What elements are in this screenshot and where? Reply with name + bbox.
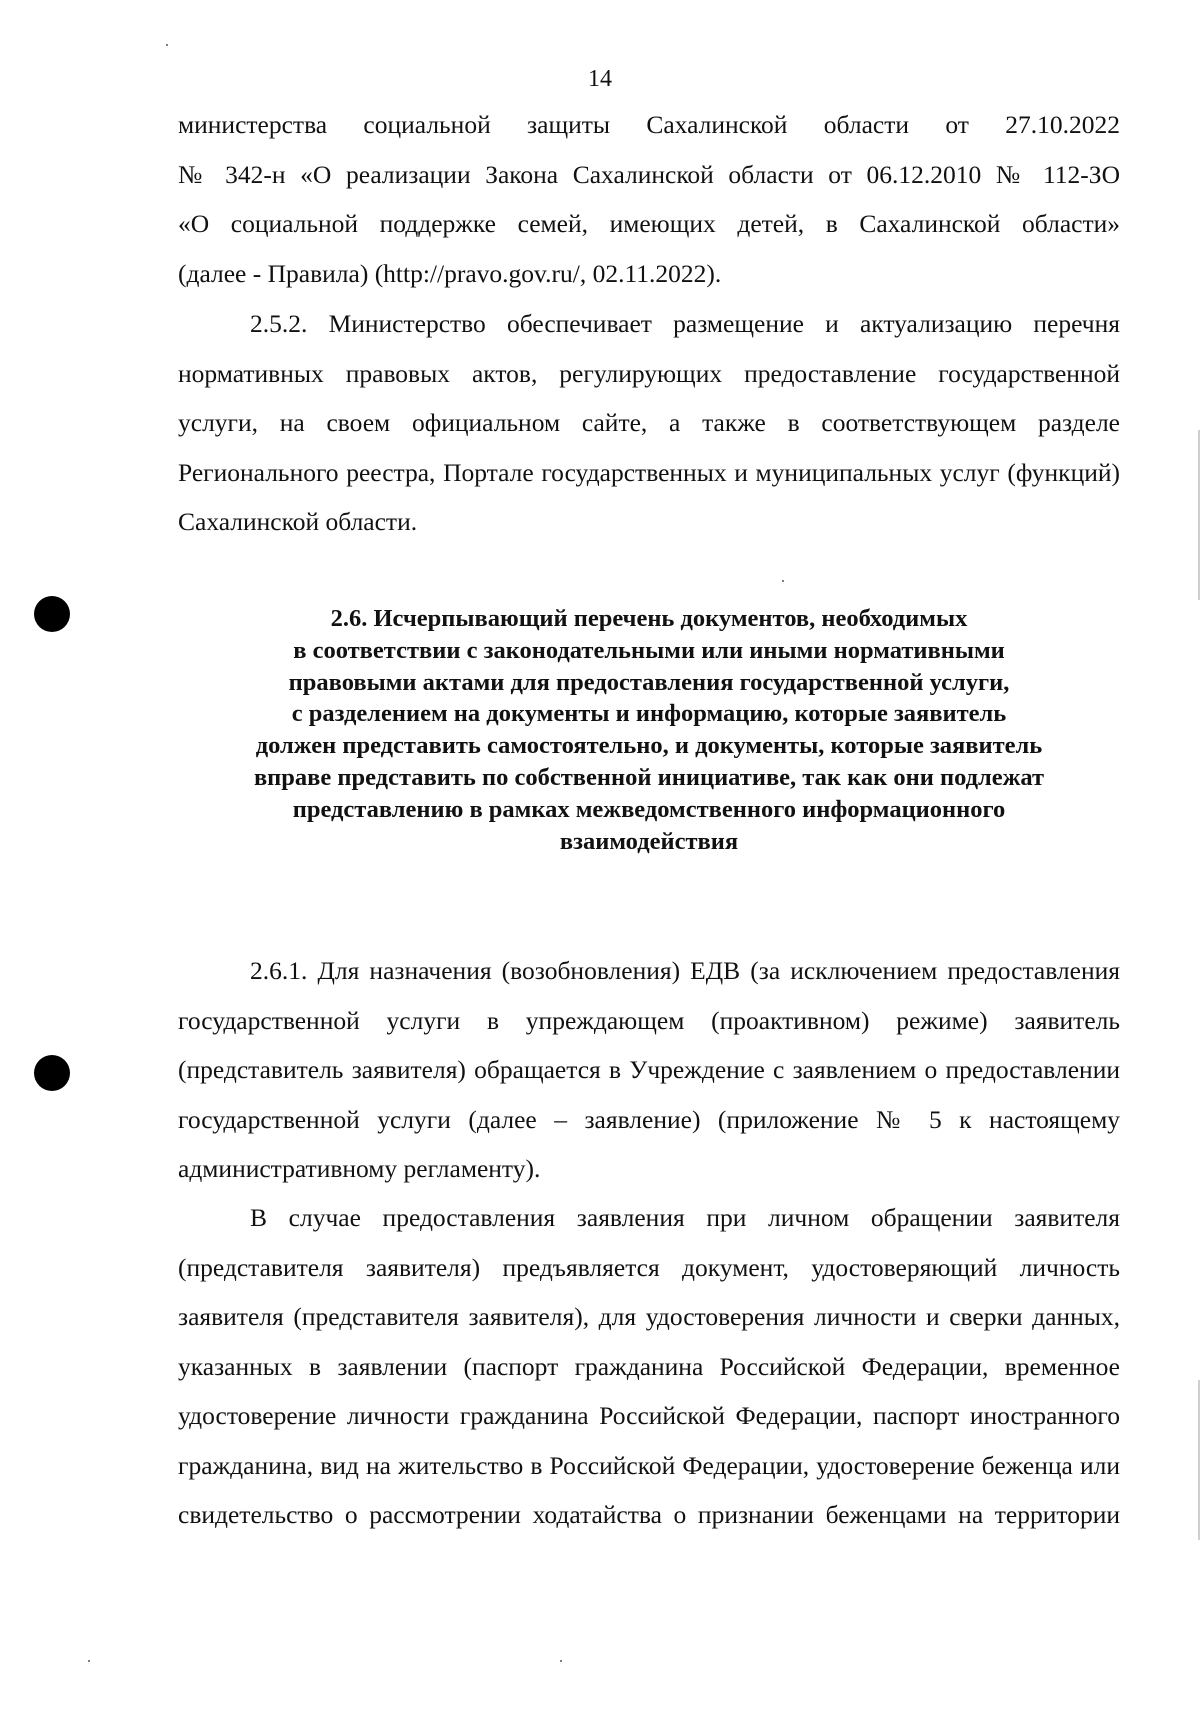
punch-hole [34,596,70,632]
section-heading-2-6 [178,603,1120,857]
heading-line-4: с разделением на документы и информацию, которые заявитель [291,700,1007,728]
top-line-1: министерства социальной защиты Сахалинской области от 27.10.2022 [178,110,1120,139]
scan-speck [88,1660,90,1662]
top-line-4: (далее - Правила) (http://pravo.gov.ru/, 02.11.2022). [178,258,722,288]
paragraph-2-5-2-block [178,299,1120,547]
scan-speck [782,580,784,582]
heading-line-8: взаимодействия [559,827,739,855]
heading-line-5: должен представить самостоятельно, и документы, которые заявитель [255,732,1043,760]
paragraph-2-6-1: 2.6.1. Для назначения (возобновления) ЕДВ (за исключением предоставления государственной услуги в упреждающем (проактивном) режиме) заявитель (представитель заявителя) обращается в Учреждение с заявлением о предоставлении государственной услуги (далее – заявление) (приложение № 5 к настоящему административному регламенту). [178,956,1120,1183]
top-continuation-block [178,100,1120,298]
heading-line-1: 2.6. Исчерпывающий перечень документов, необходимых [330,605,968,632]
scan-speck [560,1660,562,1662]
top-line-2: № 342-н «О реализации Закона Сахалинской области от 06.12.2010 № 112-ЗО [178,159,1120,189]
scan-speck [166,44,168,46]
punch-hole [34,1055,70,1091]
heading-line-3: правовыми актами для предоставления государственной услуги, [288,668,1010,696]
page-number: 14 [588,66,612,92]
heading-line-6: вправе представить по собственной инициативе, так как они подлежат [253,763,1045,791]
top-line-3: «О социальной поддержке семей, имеющих детей, в Сахалинской области» [178,209,1120,238]
paragraph-2-5-2: 2.5.2. Министерство обеспечивает размещение и актуализацию перечня нормативных правовых актов, регулирующих предоставление государственной услуги, на своем официальном сайте, а также в соответствующем разделе Регионального реестра, Портале государственных и муниципальных услуг (функций) Сахалинской области. [178,309,1120,536]
paragraph-2-6-1-block [178,946,1120,1194]
paragraph-personal-appearance: В случае предоставления заявления при личном обращении заявителя (представителя заявителя) предъявляется документ, удостоверяющий личность заявителя (представителя заявителя), для удостоверения личности и сверки данных, указанных в заявлении (паспорт гражданина Российской Федерации, временное удостоверение личности гражданина Российской Федерации, паспорт иностранного гражданина, вид на жительство в Российской Федерации, удостоверение беженца или свидетельство о рассмотрении ходатайства о признании беженцами на территории [178,1203,1120,1529]
heading-line-2: в соответствии с законодательными или иными нормативными [293,636,1005,664]
heading-line-7: представлению в рамках межведомственного информационного [292,795,1006,823]
paragraph-personal-appearance-block [178,1193,1120,1540]
